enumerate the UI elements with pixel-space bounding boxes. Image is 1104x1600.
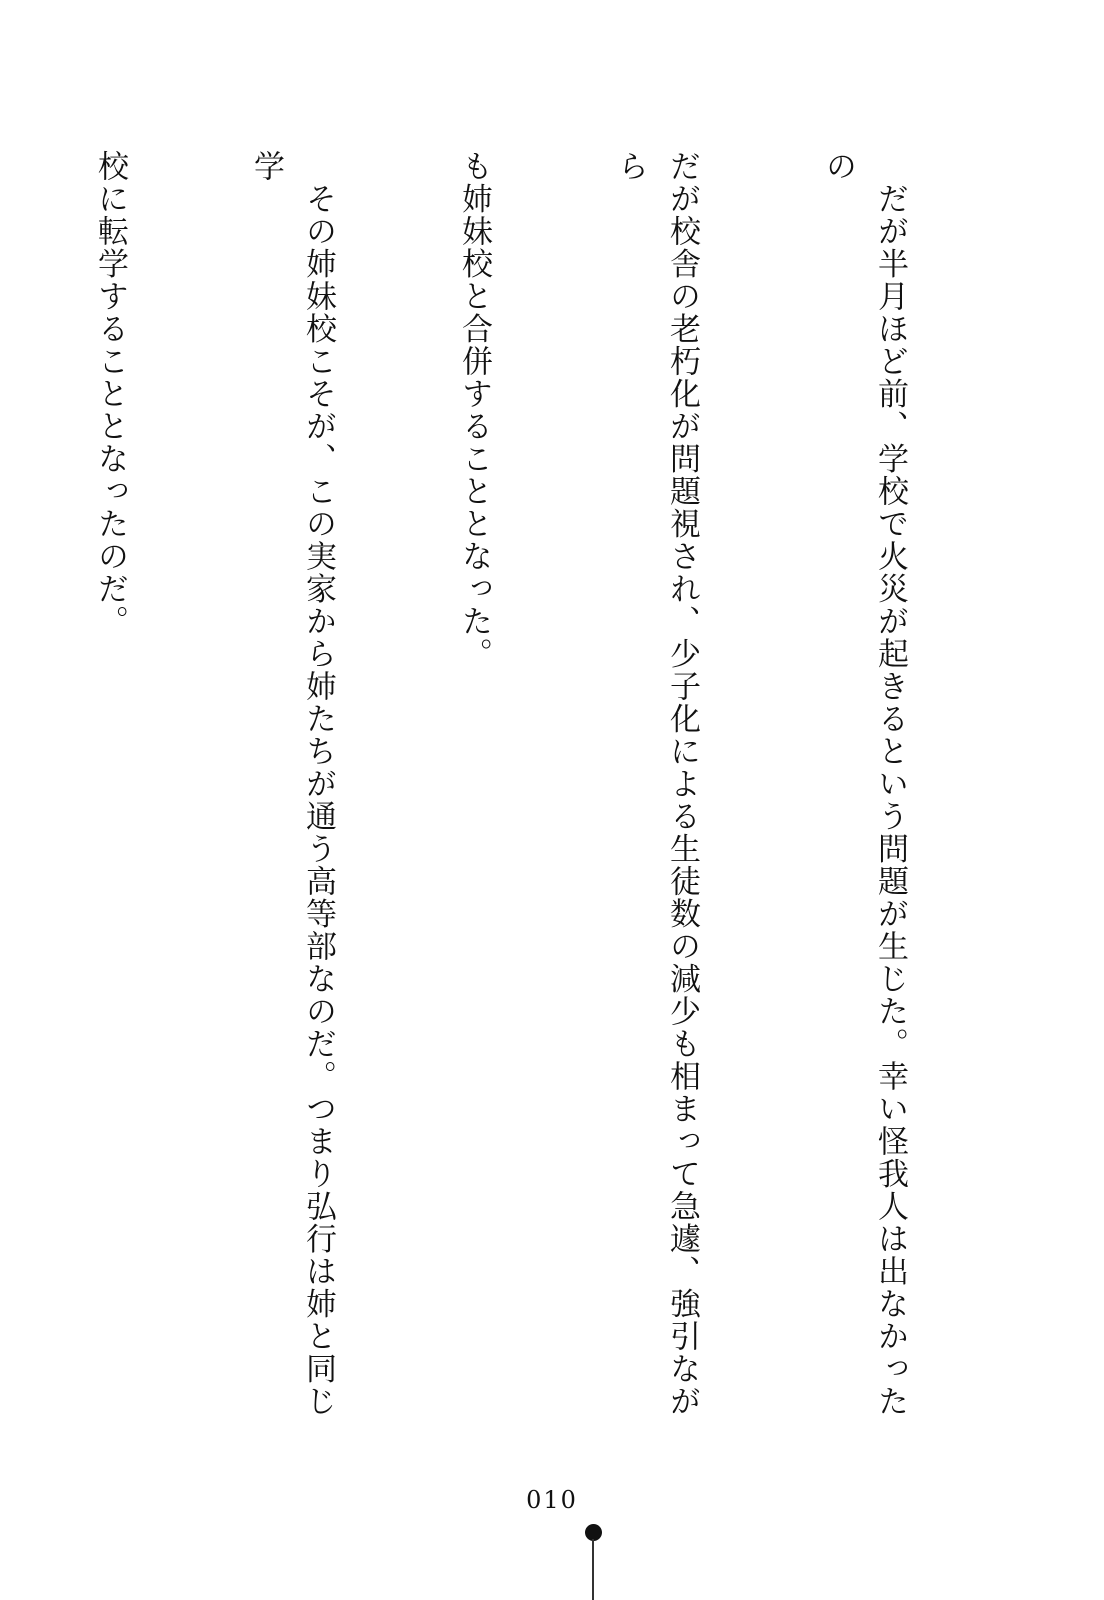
text-line: だが半月ほど前、学校で火災が起きるという問題が生じた。幸い怪我人は出なかったの [820,150,908,1418]
page-ornament-line [592,1539,594,1600]
text-line: も姉妹校と合併することとなった。 [456,150,492,670]
vertical-text-body [0,150,1020,1440]
text-line: 校に転学することとなったのだ。 [92,150,128,638]
text-line: だが校舎の老朽化が問題視され、少子化による生徒数の減少も相まって急遽、強引ながら [612,150,700,1418]
text-line: その姉妹校こそが、この実家から姉たちが通う高等部なのだ。つまり弘行は姉と同じ学 [248,150,336,1418]
page-number: 010 [526,1486,578,1514]
